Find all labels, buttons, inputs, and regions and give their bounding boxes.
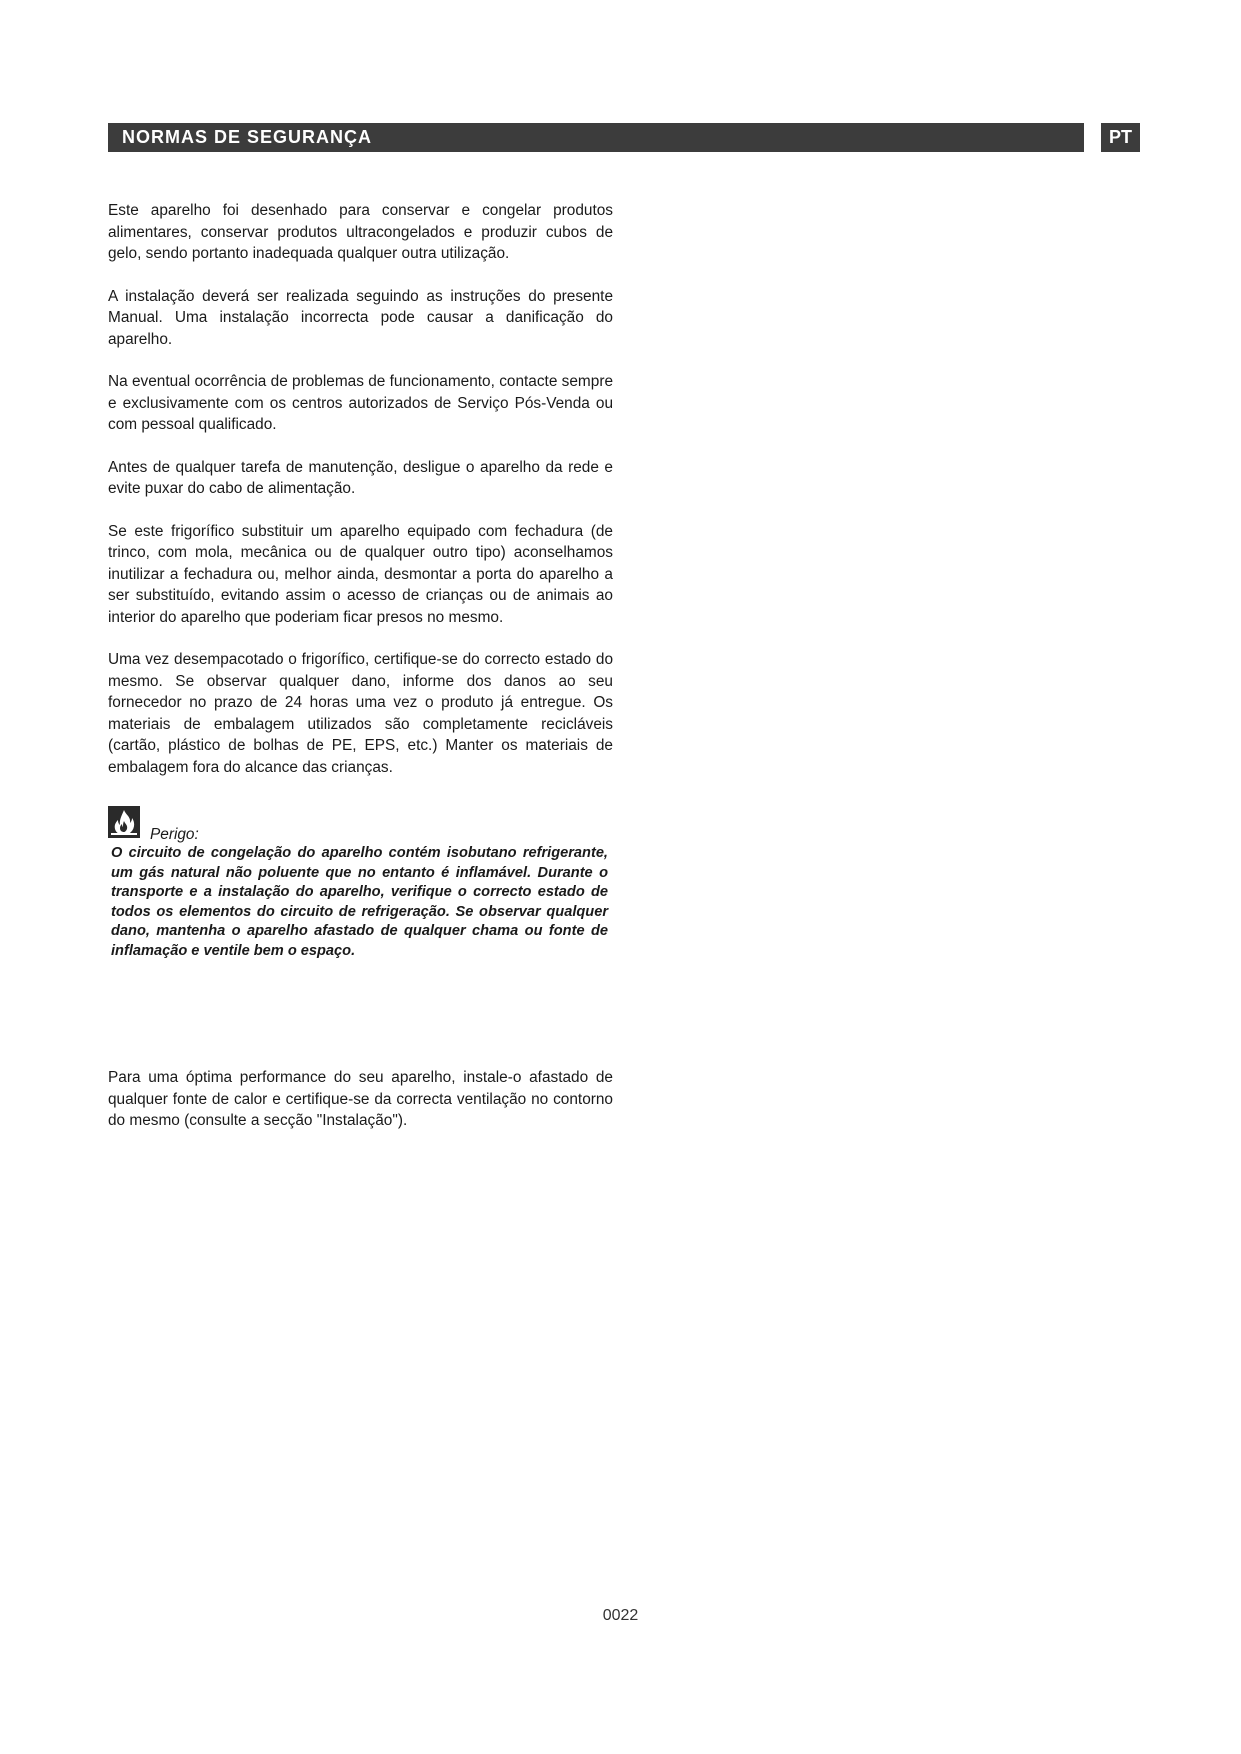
- section-header: [108, 123, 1084, 152]
- paragraph-unpacking: Uma vez desempacotado o frigorífico, certifique-se do correcto estado do mesmo. Se observar qualquer dano, informe dos danos ao seu fornecedor no prazo de 24 horas uma vez o produto já entregue. Os materiais de embalagem utilizados são completamente recicláveis (cartão, plástico de bolhas de PE, EPS, etc.) Manter os materiais de embalagem fora do alcance das crianças.: [108, 651, 613, 776]
- section-title: NORMAS DE SEGURANÇA: [122, 127, 373, 147]
- paragraph-ventilation: Para uma óptima performance do seu aparelho, instale-o afastado de qualquer fonte de calor e certifique-se da correcta ventilação no contorno do mesmo (consulte a secção "Instalação").: [108, 1069, 613, 1129]
- warning-label: Perigo:: [150, 826, 199, 843]
- warning-text: O circuito de congelação do aparelho contém isobutano refrigerante, um gás natural não poluente que no entanto é inflamável. Durante o transporte e a instalação do aparelho, verifique o correcto estado de todos os elementos do circuito de refrigeração. Se observar qualquer dano, mantenha o aparelho afastado de qualquer chama ou fonte de inflamação e ventile bem o espaço.: [111, 845, 608, 959]
- paragraph-maintenance: Antes de qualquer tarefa de manutenção, desligue o aparelho da rede e evite puxar do cabo de alimentação.: [108, 458, 613, 497]
- paragraph-lock-replacement: Se este frigorífico substituir um aparelho equipado com fechadura (de trinco, com mola, mecânica ou de qualquer outro tipo) aconselhamos inutilizar a fechadura ou, melhor ainda, desmontar a porta do aparelho a ser substituído, evitando assim o acesso de crianças ou de animais ao interior do aparelho que poderiam ficar presos no mesmo.: [108, 522, 613, 626]
- page-number: 0022: [602, 1607, 639, 1624]
- paragraph-installation: A instalação deverá ser realizada seguindo as instruções do presente Manual. Uma instalação incorrecta pode causar a danificação do aparelho.: [108, 287, 613, 348]
- paragraph-intended-use: Este aparelho foi desenhado para conservar e congelar produtos alimentares, conservar produtos ultracongelados e produzir cubos de gelo, sendo portanto inadequada qualquer outra utilização.: [108, 202, 613, 262]
- main-content: [108, 200, 613, 961]
- danger-warning: [108, 806, 613, 961]
- paragraph-service: Na eventual ocorrência de problemas de funcionamento, contacte sempre e exclusivamente com os centros autorizados de Serviço Pós-Venda ou com pessoal qualificado.: [108, 373, 613, 433]
- warning-header: [108, 806, 613, 843]
- flame-icon: [108, 806, 140, 838]
- language-badge: PT: [1101, 123, 1140, 152]
